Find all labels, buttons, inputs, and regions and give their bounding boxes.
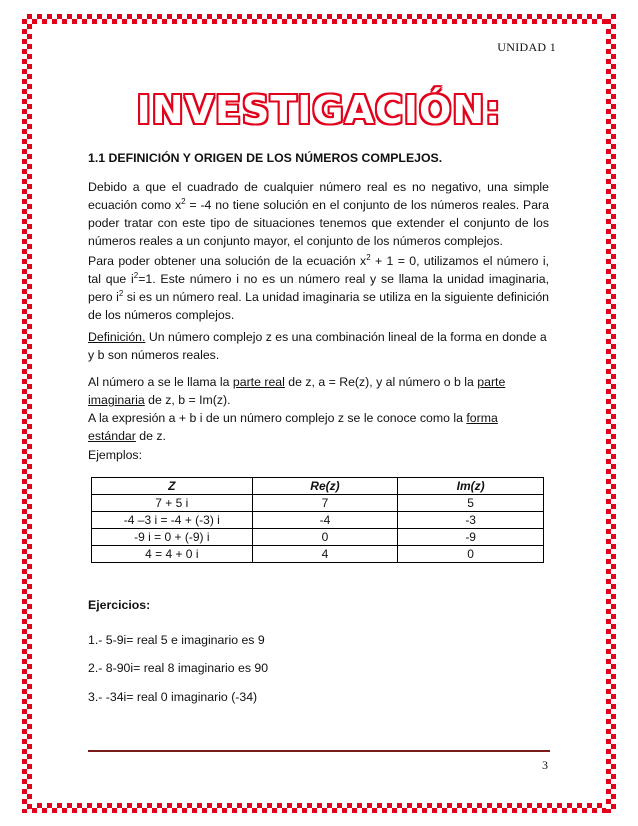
- text: de z, b = Im(z).: [144, 393, 231, 407]
- text: Debido a que el cuadrado de cualquier número real es no negativo, una simple ecuación como: [88, 180, 549, 212]
- paragraph-imaginary-unit: [88, 252, 549, 324]
- exercise-item: 2.- 8-90i= real 8 imaginario es 90: [88, 661, 269, 675]
- paragraph-parts: [88, 373, 549, 445]
- column-header: Z: [92, 478, 253, 495]
- exercises-label: Ejercicios:: [88, 598, 151, 612]
- text: si es un número real. La unidad imaginaria se utiliza en la siguiente definición de los números complejos.: [88, 290, 549, 322]
- superscript: 2: [181, 196, 186, 206]
- footer-divider: [88, 750, 550, 752]
- table-cell: 5: [398, 495, 544, 512]
- table-row: [92, 512, 544, 529]
- paragraph-definition: [88, 328, 549, 364]
- table-cell: -4: [252, 512, 398, 529]
- term-imaginary-part: parte imaginaria: [88, 375, 506, 407]
- definition-label: Definición.: [88, 330, 146, 344]
- examples-table: [91, 477, 544, 563]
- table-cell: -9: [398, 529, 544, 546]
- text: =1. Este número i no es un número real y se llama la unidad imaginaria, pero i: [88, 272, 549, 304]
- table-cell: 0: [398, 546, 544, 563]
- page-title: INVESTIGACIÓN:: [136, 88, 502, 132]
- table-cell: 4: [252, 546, 398, 563]
- table-cell: -4 –3 i = -4 + (-3) i: [92, 512, 253, 529]
- section-heading: 1.1 DEFINICIÓN Y ORIGEN DE LOS NÚMEROS COMPLEJOS.: [88, 151, 443, 165]
- table-cell: 4 = 4 + 0 i: [92, 546, 253, 563]
- table-row: [92, 529, 544, 546]
- unit-label: UNIDAD 1: [497, 40, 556, 54]
- text: Para poder obtener una solución de la ecuación x: [88, 254, 367, 268]
- decorative-border-left: [22, 14, 32, 813]
- examples-label: Ejemplos:: [88, 448, 142, 462]
- text: de z, a = Re(z), y al número o b la: [284, 375, 478, 389]
- decorative-border-top: [22, 14, 616, 24]
- table-header-row: [92, 478, 544, 495]
- exercise-item: 1.- 5-9i= real 5 e imaginario es 9: [88, 633, 265, 647]
- table-cell: 0: [252, 529, 398, 546]
- superscript: 2: [366, 252, 371, 262]
- text: x: [174, 198, 182, 212]
- text: + 1 = 0, utilizamos el número i, tal que i: [88, 254, 550, 286]
- table-cell: 7 + 5 i: [92, 495, 253, 512]
- text: = -4 no tiene solución en el conjunto de los números reales. Para poder tratar con este tipo de situaciones tenemos que extender el conjunto de los números reales a un conjunto mayor, el conjunto de los números complejos.: [88, 198, 549, 248]
- decorative-border-bottom: [22, 803, 616, 813]
- table-row: [92, 495, 544, 512]
- superscript: 2: [133, 270, 139, 280]
- table-cell: -3: [398, 512, 544, 529]
- text: Al número a se le llama la: [88, 375, 233, 389]
- table-cell: -9 i = 0 + (-9) i: [92, 529, 253, 546]
- table-row: [92, 546, 544, 563]
- text: de z.: [135, 429, 166, 443]
- superscript: 2: [118, 288, 124, 298]
- page-number: 3: [542, 758, 548, 772]
- exercise-item: 3.- -34i= real 0 imaginario (-34): [88, 690, 258, 704]
- column-header: Re(z): [252, 478, 398, 495]
- column-header: Im(z): [398, 478, 544, 495]
- table-cell: 7: [252, 495, 398, 512]
- text: Un número complejo z es una combinación lineal de la forma en donde a y b son números reales.: [88, 330, 547, 362]
- text: A la expresión a + b i de un número complejo z se le conoce como la: [88, 411, 467, 425]
- term-standard-form: forma estándar: [88, 411, 498, 443]
- paragraph-intro: [88, 178, 549, 250]
- term-real-part: parte real: [232, 375, 285, 389]
- decorative-border-right: [606, 14, 616, 813]
